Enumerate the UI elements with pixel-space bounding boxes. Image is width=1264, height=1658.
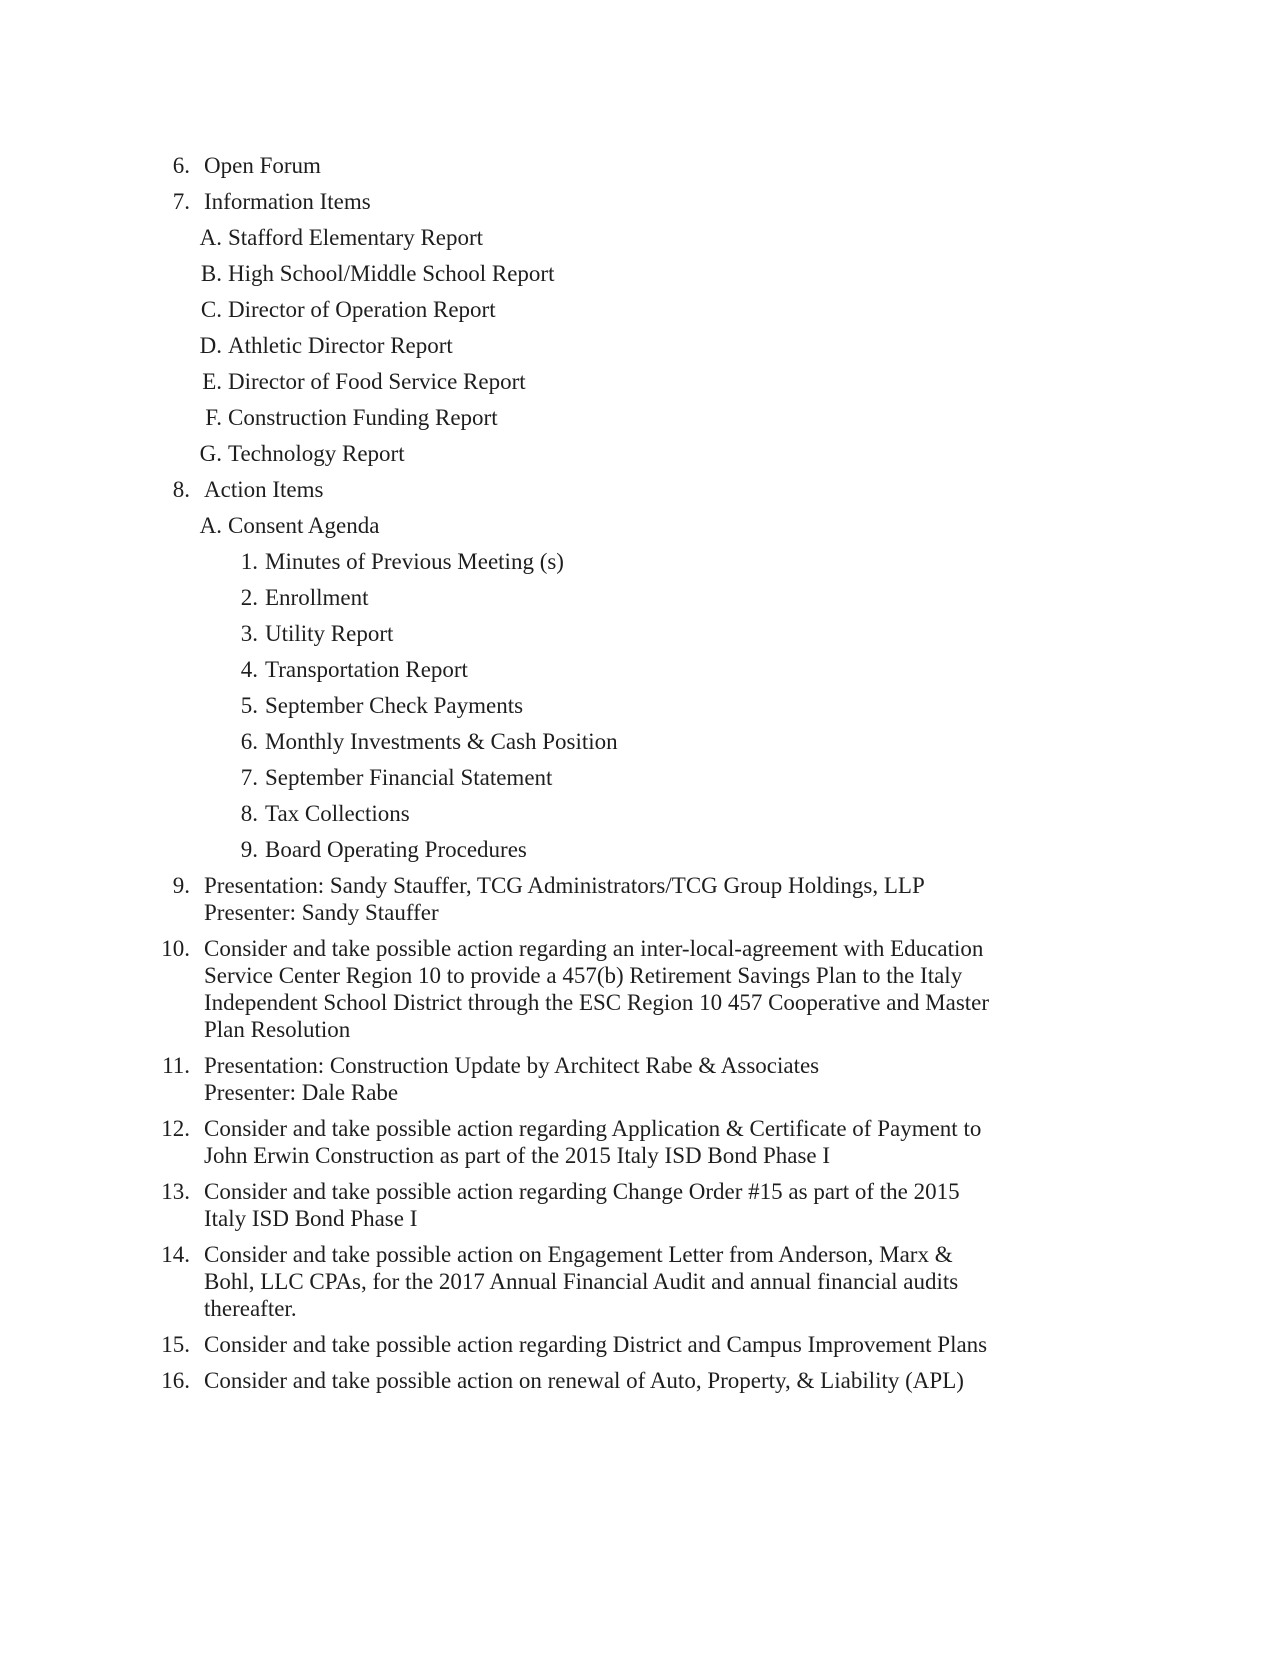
- item-text: [228, 404, 498, 431]
- item-marker: 13.: [161, 1179, 190, 1204]
- item-marker: G.: [199, 441, 222, 466]
- item-text-line: Board Operating Procedures: [265, 837, 527, 862]
- item-text-line: Presentation: Construction Update by Architect Rabe & Associates: [204, 1053, 820, 1078]
- agenda-item: [0, 152, 1264, 179]
- item-text-line: Consider and take possible action regarding Change Order #15 as part of the 2015: [204, 1179, 960, 1204]
- item-marker: 16.: [161, 1368, 190, 1393]
- item-text-line: Open Forum: [204, 153, 321, 178]
- item-text: [204, 188, 371, 215]
- agenda-item: [0, 1178, 1264, 1232]
- item-text-line: Construction Funding Report: [228, 405, 498, 430]
- item-text: [204, 476, 323, 503]
- item-text: [204, 152, 321, 179]
- item-text: [228, 224, 483, 251]
- item-text: [265, 836, 527, 863]
- item-text-line: Action Items: [204, 477, 324, 502]
- item-text: [265, 728, 618, 755]
- item-text: [204, 1331, 987, 1358]
- item-text: [204, 935, 989, 1043]
- item-marker: B.: [200, 261, 222, 286]
- item-marker: 3.: [240, 621, 258, 646]
- agenda-item: [0, 764, 1264, 791]
- item-text-line: Transportation Report: [265, 657, 468, 682]
- item-text: [204, 1178, 960, 1232]
- item-text-line: Consider and take possible action on Engagement Letter from Anderson, Marx &: [204, 1242, 953, 1267]
- agenda-item: [0, 800, 1264, 827]
- item-text-line: High School/Middle School Report: [228, 261, 555, 286]
- item-text: [265, 656, 468, 683]
- item-text: [228, 512, 379, 539]
- item-marker: C.: [200, 297, 222, 322]
- item-text: [228, 440, 405, 467]
- item-text-line: Consider and take possible action on renewal of Auto, Property, & Liability (APL): [204, 1368, 964, 1393]
- item-text-line: Monthly Investments & Cash Position: [265, 729, 618, 754]
- agenda-item: [0, 332, 1264, 359]
- agenda-item: [0, 1115, 1264, 1169]
- item-text-line: September Check Payments: [265, 693, 524, 718]
- item-text: [204, 872, 925, 926]
- item-text: [204, 1241, 958, 1322]
- agenda-item: [0, 440, 1264, 467]
- agenda-item: [0, 1052, 1264, 1106]
- item-text-line: Presenter: Dale Rabe: [204, 1080, 399, 1105]
- item-text: [228, 260, 554, 287]
- agenda-item: [0, 260, 1264, 287]
- item-marker: 12.: [161, 1116, 190, 1141]
- item-text: [204, 1052, 819, 1106]
- item-text: [228, 332, 453, 359]
- agenda-item: [0, 188, 1264, 215]
- item-marker: 5.: [240, 693, 258, 718]
- item-text: [204, 1115, 981, 1169]
- agenda-item: [0, 935, 1264, 1043]
- item-text: [265, 620, 393, 647]
- item-marker: 9.: [240, 837, 258, 862]
- item-text-line: Director of Operation Report: [228, 297, 496, 322]
- item-text: [265, 584, 368, 611]
- agenda-item: [0, 404, 1264, 431]
- agenda-item: [0, 1241, 1264, 1322]
- agenda-item: [0, 548, 1264, 575]
- item-text-line: John Erwin Construction as part of the 2015 Italy ISD Bond Phase I: [204, 1143, 831, 1168]
- item-text-line: Consider and take possible action regarding Application & Certificate of Payment to: [204, 1116, 982, 1141]
- item-text: [228, 296, 496, 323]
- item-text: [265, 548, 564, 575]
- item-marker: 8.: [240, 801, 258, 826]
- item-text-line: Plan Resolution: [204, 1017, 351, 1042]
- item-marker: A.: [199, 513, 222, 538]
- item-marker: E.: [202, 369, 222, 394]
- agenda-item: [0, 728, 1264, 755]
- item-marker: 15.: [161, 1332, 190, 1357]
- item-text-line: Technology Report: [228, 441, 405, 466]
- item-text: [204, 1367, 964, 1394]
- item-text-line: Information Items: [204, 189, 371, 214]
- agenda-item: [0, 656, 1264, 683]
- item-text-line: Enrollment: [265, 585, 369, 610]
- item-text-line: Utility Report: [265, 621, 394, 646]
- item-marker: 11.: [162, 1053, 190, 1078]
- item-marker: F.: [205, 405, 222, 430]
- item-marker: 14.: [161, 1242, 190, 1267]
- item-text-line: Italy ISD Bond Phase I: [204, 1206, 418, 1231]
- item-text-line: Athletic Director Report: [228, 333, 453, 358]
- item-text-line: Bohl, LLC CPAs, for the 2017 Annual Financial Audit and annual financial audits: [204, 1269, 959, 1294]
- item-text-line: Presentation: Sandy Stauffer, TCG Administrators/TCG Group Holdings, LLP: [204, 873, 925, 898]
- agenda-item: [0, 836, 1264, 863]
- item-text-line: September Financial Statement: [265, 765, 553, 790]
- agenda-item: [0, 512, 1264, 539]
- item-marker: A.: [199, 225, 222, 250]
- agenda-item: [0, 584, 1264, 611]
- item-text: [265, 764, 552, 791]
- item-marker: 10.: [161, 936, 190, 961]
- item-marker: 2.: [240, 585, 258, 610]
- item-marker: D.: [199, 333, 222, 358]
- item-text-line: Independent School District through the ESC Region 10 457 Cooperative and Master: [204, 990, 990, 1015]
- agenda-item: [0, 224, 1264, 251]
- item-text-line: Consent Agenda: [228, 513, 380, 538]
- item-text-line: Service Center Region 10 to provide a 457(b) Retirement Savings Plan to the Italy: [204, 963, 963, 988]
- item-text-line: Director of Food Service Report: [228, 369, 526, 394]
- agenda-item: [0, 1331, 1264, 1358]
- item-marker: 9.: [172, 873, 190, 898]
- item-marker: 6.: [240, 729, 258, 754]
- item-marker: 4.: [240, 657, 258, 682]
- item-text-line: Consider and take possible action regarding District and Campus Improvement Plans: [204, 1332, 988, 1357]
- item-text-line: Consider and take possible action regarding an inter-local-agreement with Education: [204, 936, 984, 961]
- agenda-item: [0, 296, 1264, 323]
- item-text-line: thereafter.: [204, 1296, 297, 1321]
- item-marker: 6.: [172, 153, 190, 178]
- item-text-line: Presenter: Sandy Stauffer: [204, 900, 439, 925]
- agenda-item: [0, 692, 1264, 719]
- agenda-item: [0, 368, 1264, 395]
- item-text: [265, 800, 410, 827]
- item-text-line: Tax Collections: [265, 801, 410, 826]
- item-text: [228, 368, 526, 395]
- agenda-item: [0, 1367, 1264, 1394]
- item-text-line: Stafford Elementary Report: [228, 225, 484, 250]
- item-marker: 7.: [240, 765, 258, 790]
- agenda-item: [0, 620, 1264, 647]
- item-marker: 1.: [240, 549, 258, 574]
- item-text-line: Minutes of Previous Meeting (s): [265, 549, 564, 574]
- item-marker: 8.: [172, 477, 190, 502]
- agenda-item: [0, 872, 1264, 926]
- item-marker: 7.: [172, 189, 190, 214]
- item-text: [265, 692, 523, 719]
- agenda-item: [0, 476, 1264, 503]
